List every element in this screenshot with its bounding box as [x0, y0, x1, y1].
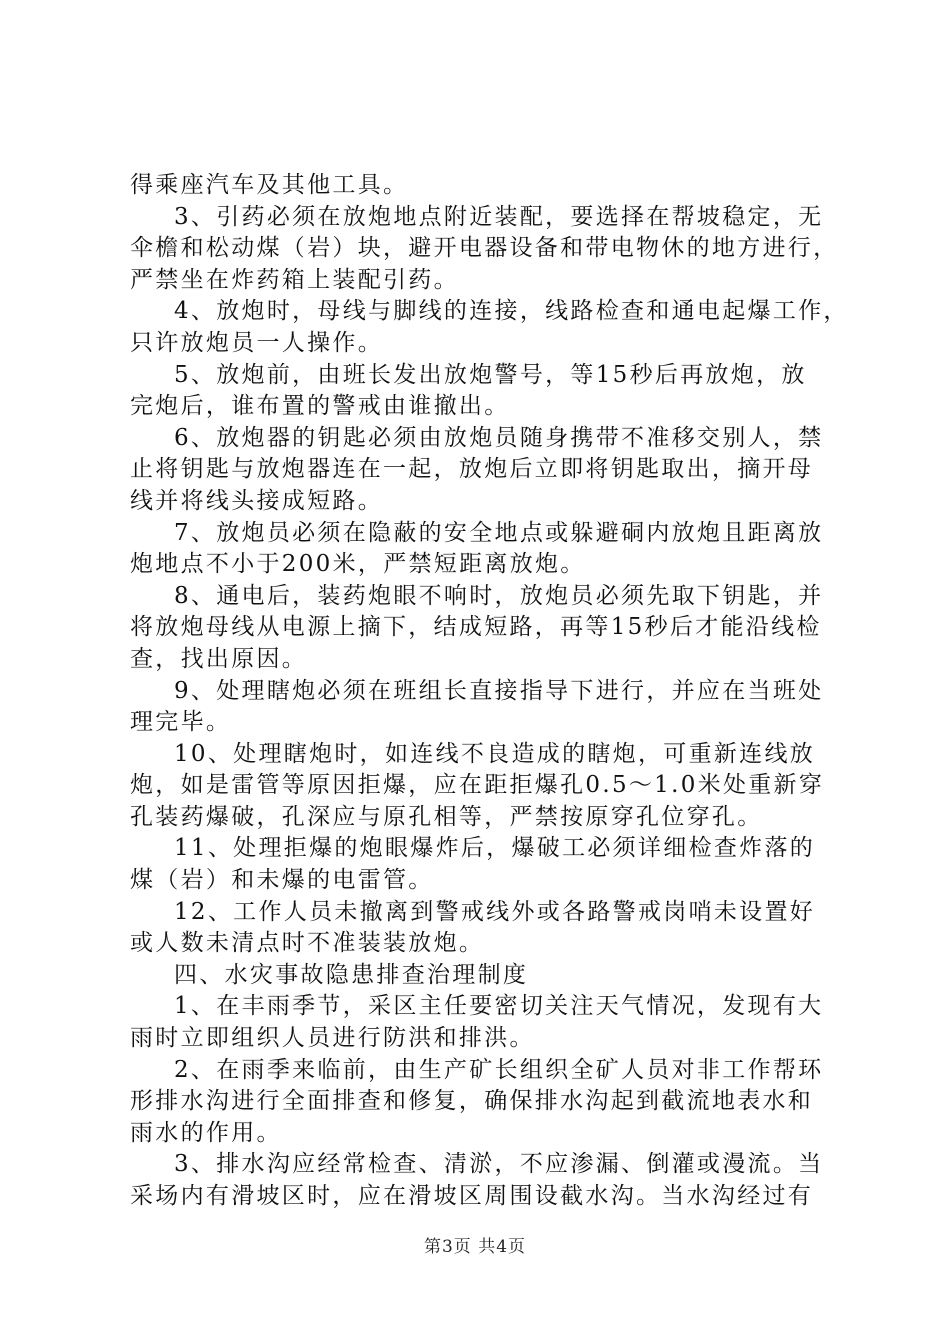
text-line: 4、放炮时，母线与脚线的连接，线路检查和通电起爆工作， — [174, 298, 849, 325]
text-line: 四、水灾事故隐患排查治理制度 — [174, 961, 529, 988]
text-line: 7、放炮员必须在隐蔽的安全地点或躲避硐内放炮且距离放 — [174, 519, 824, 546]
text-line: 2、在雨季来临前，由生产矿长组织全矿人员对非工作帮环 — [174, 1056, 824, 1083]
text-line: 煤（岩）和未爆的电雷管。 — [130, 867, 434, 894]
text-line: 雨水的作用。 — [130, 1119, 282, 1146]
text-line: 查，找出原因。 — [130, 645, 308, 672]
text-line: 形排水沟进行全面排查和修复，确保排水沟起到截流地表水和 — [130, 1088, 814, 1115]
text-line: 3、引药必须在放炮地点附近装配，要选择在帮坡稳定，无 — [174, 203, 824, 230]
text-line: 严禁坐在炸药箱上装配引药。 — [130, 266, 459, 293]
text-line: 11、处理拒爆的炮眼爆炸后，爆破工必须详细检查炸落的 — [174, 835, 816, 862]
text-line: 炮地点不小于200米，严禁短距离放炮。 — [130, 551, 586, 578]
text-line: 12、工作人员未撤离到警戒线外或各路警戒岗哨未设置好 — [174, 898, 816, 925]
text-line: 伞檐和松动煤（岩）块，避开电器设备和带电物休的地方进行， — [130, 235, 839, 262]
text-line: 6、放炮器的钥匙必须由放炮员随身携带不准移交别人，禁 — [174, 424, 824, 451]
page-footer: 第3页 共4页 — [423, 1237, 527, 1257]
text-line: 雨时立即组织人员进行防洪和排洪。 — [130, 1025, 535, 1052]
text-line: 完炮后，谁布置的警戒由谁撤出。 — [130, 393, 510, 420]
text-line: 得乘座汽车及其他工具。 — [130, 172, 409, 198]
text-line: 线并将线头接成短路。 — [130, 487, 383, 514]
text-line: 将放炮母线从电源上摘下，结成短路，再等15秒后才能沿线检 — [130, 614, 822, 641]
text-line: 9、处理瞎炮必须在班组长直接指导下进行，并应在当班处 — [174, 677, 824, 704]
text-line: 炮，如是雷管等原因拒爆，应在距拒爆孔0.5～1.0米处重新穿 — [130, 772, 825, 799]
text-line: 或人数未清点时不准装装放炮。 — [130, 930, 485, 957]
text-line: 5、放炮前，由班长发出放炮警号，等15秒后再放炮，放 — [174, 361, 807, 388]
text-line: 1、在丰雨季节，采区主任要密切关注天气情况，发现有大 — [174, 993, 824, 1020]
text-line: 8、通电后，装药炮眼不响时，放炮员必须先取下钥匙，并 — [174, 582, 824, 609]
text-line: 10、处理瞎炮时，如连线不良造成的瞎炮，可重新连线放 — [174, 740, 816, 767]
text-line: 理完毕。 — [130, 709, 232, 736]
text-line: 孔装药爆破，孔深应与原孔相等，严禁按原穿孔位穿孔。 — [130, 803, 763, 830]
text-line: 止将钥匙与放炮器连在一起，放炮后立即将钥匙取出，摘开母 — [130, 456, 814, 483]
document-body — [130, 170, 849, 1213]
text-line: 只许放炮员一人操作。 — [130, 329, 383, 356]
text-line: 采场内有滑坡区时，应在滑坡区周围设截水沟。当水沟经过有 — [130, 1183, 814, 1209]
text-line: 3、排水沟应经常检查、清淤，不应渗漏、倒灌或漫流。当 — [174, 1151, 824, 1178]
